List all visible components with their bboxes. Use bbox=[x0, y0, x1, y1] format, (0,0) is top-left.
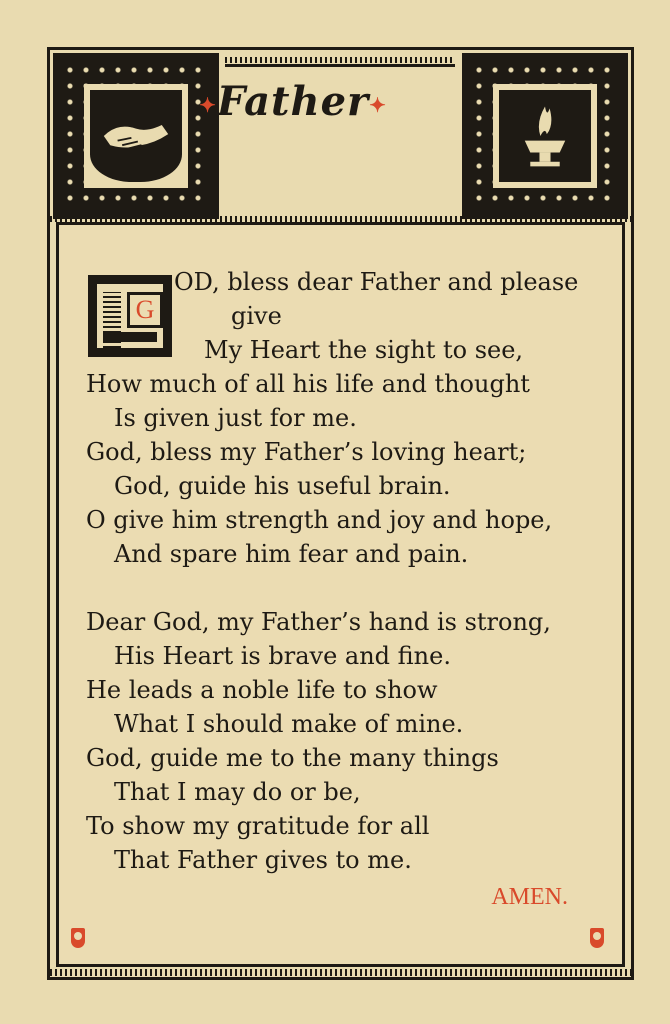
poem-line: God, guide me to the many things bbox=[86, 744, 499, 772]
clasped-hands-icon bbox=[90, 90, 182, 182]
lamp-icon bbox=[499, 90, 591, 182]
corner-shield-icon-right bbox=[590, 928, 604, 948]
right-ornament bbox=[462, 53, 628, 219]
page-title: ✦Father✦ bbox=[199, 78, 387, 125]
title-ornament-right: ✦ bbox=[369, 93, 387, 117]
poem-line: My Heart the sight to see, bbox=[204, 336, 524, 364]
corner-shield-icon-left bbox=[71, 928, 85, 948]
poem-line: And spare him fear and pain. bbox=[114, 540, 469, 568]
poem-line: What I should make of mine. bbox=[114, 710, 464, 738]
drop-cap-letter: G bbox=[127, 292, 163, 328]
poem-line: How much of all his life and thought bbox=[86, 370, 530, 398]
poem-line: Dear God, my Father’s hand is strong, bbox=[86, 608, 551, 636]
stanza-break bbox=[86, 571, 626, 605]
top-rule bbox=[225, 64, 455, 67]
poem-line: God, guide his useful brain. bbox=[114, 472, 451, 500]
poem-line: That I may do or be, bbox=[114, 778, 361, 806]
top-hatch bbox=[225, 57, 455, 63]
poem-line: O give him strength and joy and hope, bbox=[86, 506, 553, 534]
poem-line: OD, bless dear Father and please bbox=[174, 268, 579, 296]
poem-line: Is given just for me. bbox=[114, 404, 357, 432]
poem-line: His Heart is brave and fine. bbox=[114, 642, 451, 670]
poem-line: That Father gives to me. bbox=[114, 846, 412, 874]
closing-amen: AMEN. bbox=[491, 884, 568, 910]
title-ornament-left: ✦ bbox=[199, 93, 217, 117]
poem-line: To show my gratitude for all bbox=[86, 812, 430, 840]
poem-line: God, bless my Father’s loving heart; bbox=[86, 438, 527, 466]
poem-line: give bbox=[231, 302, 282, 330]
poem-line: He leads a noble life to show bbox=[86, 676, 438, 704]
poem bbox=[86, 265, 626, 877]
